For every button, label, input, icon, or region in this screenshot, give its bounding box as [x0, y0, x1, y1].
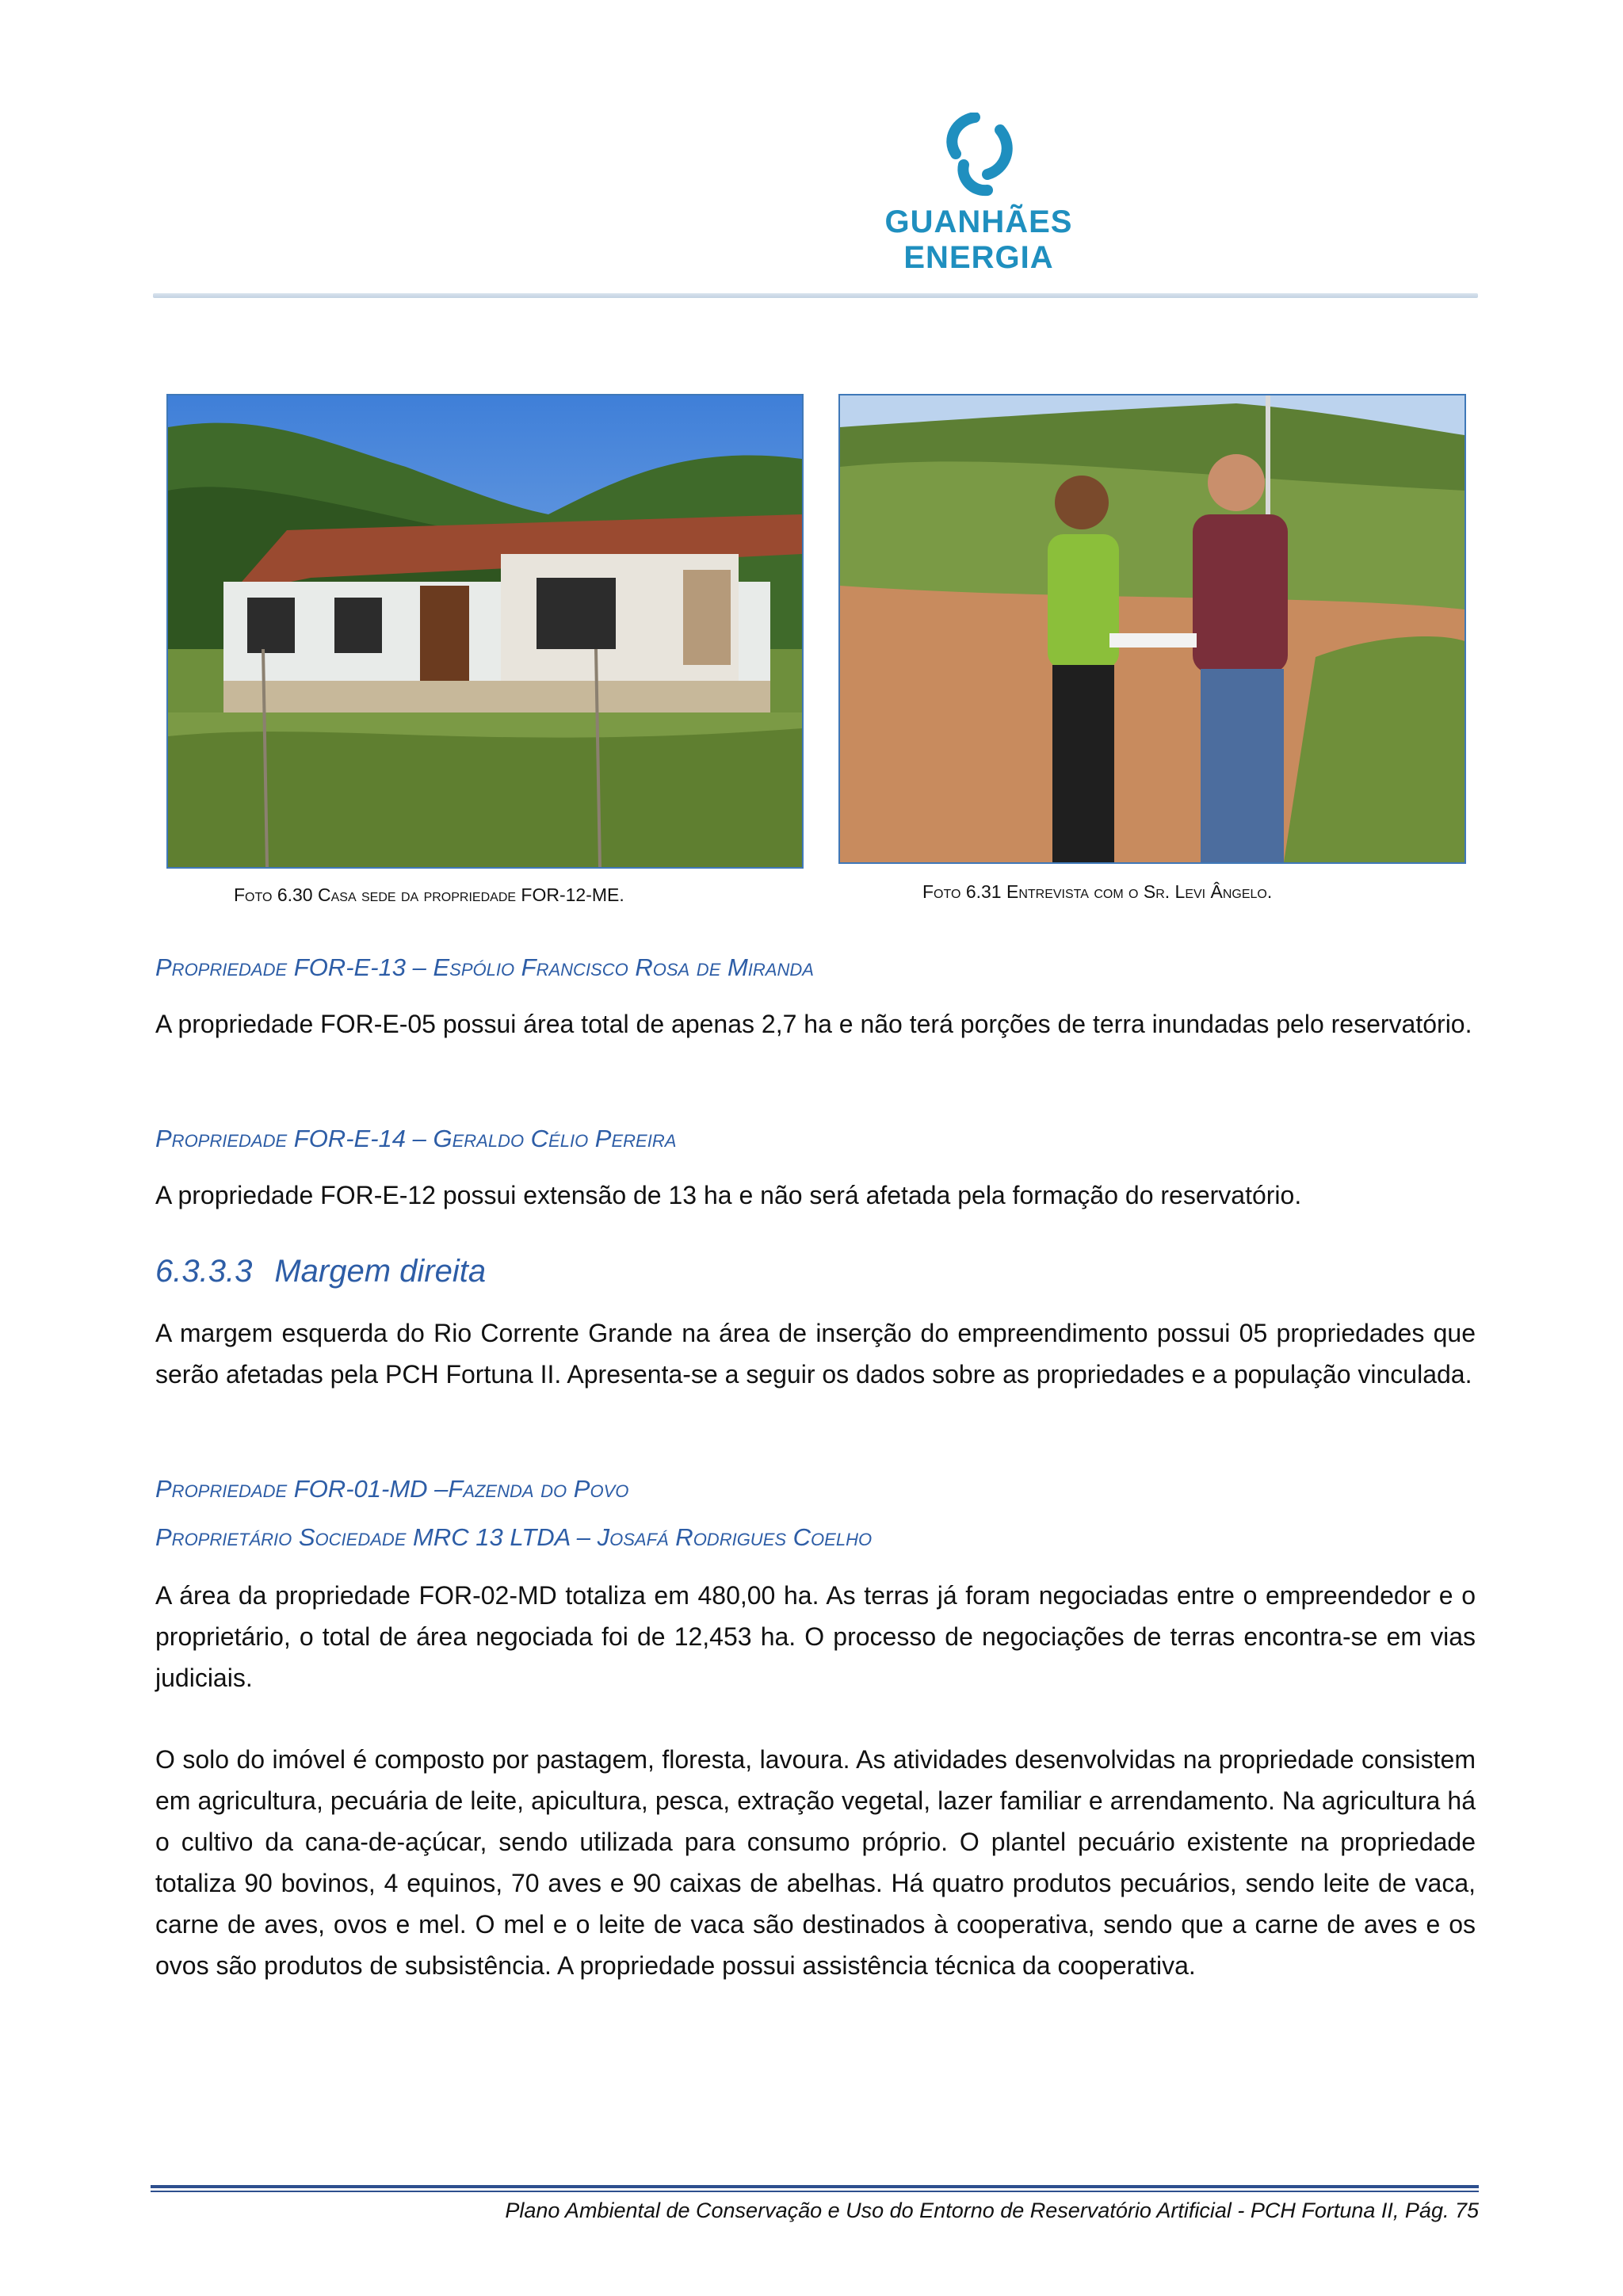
guanhaes-logo-icon: [932, 113, 1018, 198]
brand-name: GUANHÃES ENERGIA: [884, 204, 1073, 275]
section-title: 6.3.3.3 Margem direita: [155, 1254, 487, 1289]
property-heading: Propriedade FOR-01-MD –Fazenda do Povo: [155, 1475, 629, 1503]
paragraph: A propriedade FOR-E-12 possui extensão de 13 ha e não será afetada pela formação do reservatório.: [155, 1181, 1302, 1209]
paragraph: O solo do imóvel é composto por pastagem, floresta, lavoura. As atividades desenvolvidas na propriedade consistem em agricultura, pecuária de leite, apicultura, pesca, extração vegetal, lazer familiar e arrendamento. Na agricultura há o cultivo da cana-de-açúcar, sendo utilizada para consumo próprio. O plantel pecuário existente na propriedade totaliza 90 bovinos, 4 equinos, 70 aves e 90 caixas de abelhas. Há quatro produtos pecuários, sendo leite de vaca, carne de aves, ovos e mel. O mel e o leite de vaca são destinados à cooperativa, sendo que a carne de aves e os ovos são produtos de subsistência. A propriedade possui assistência técnica da cooperativa.: [155, 1745, 1476, 1980]
photo-interview: [838, 394, 1466, 864]
footer-divider: [151, 2191, 1479, 2192]
paragraph: A propriedade FOR-E-05 possui área total de apenas 2,7 ha e não terá porções de terra inundadas pelo reservatório.: [155, 1010, 1472, 1038]
photo-house: [166, 394, 804, 869]
paragraph: A área da propriedade FOR-02-MD totaliza em 480,00 ha. As terras já foram negociadas entre o empreendedor e o proprietário, o total de área negociada foi de 12,453 ha. O processo de negociações de terras encontra-se em vias judiciais.: [155, 1581, 1476, 1692]
footer-divider: [151, 2185, 1479, 2188]
photo-caption: Foto 6.30 Casa sede da propriedade FOR-12-ME.: [234, 884, 624, 905]
paragraph: A margem esquerda do Rio Corrente Grande na área de inserção do empreendimento possui 05 propriedades que serão afetadas pela PCH Fortuna II. Apresenta-se a seguir os dados sobre as propriedades e a população vinculada.: [155, 1319, 1476, 1389]
header-divider: [153, 293, 1478, 298]
photo-caption: Foto 6.31 Entrevista com o Sr. Levi Ângelo.: [922, 881, 1273, 902]
property-owner: Proprietário Sociedade MRC 13 LTDA – Josafá Rodrigues Coelho: [155, 1523, 873, 1551]
property-heading: Propriedade FOR-E-13 – Espólio Francisco Rosa de Miranda: [155, 953, 814, 981]
footer-text: Plano Ambiental de Conservação e Uso do Entorno de Reservatório Artificial - PCH Fortuna II, Pág. 75: [505, 2199, 1479, 2222]
property-heading: Propriedade FOR-E-14 – Geraldo Célio Pereira: [155, 1125, 677, 1152]
